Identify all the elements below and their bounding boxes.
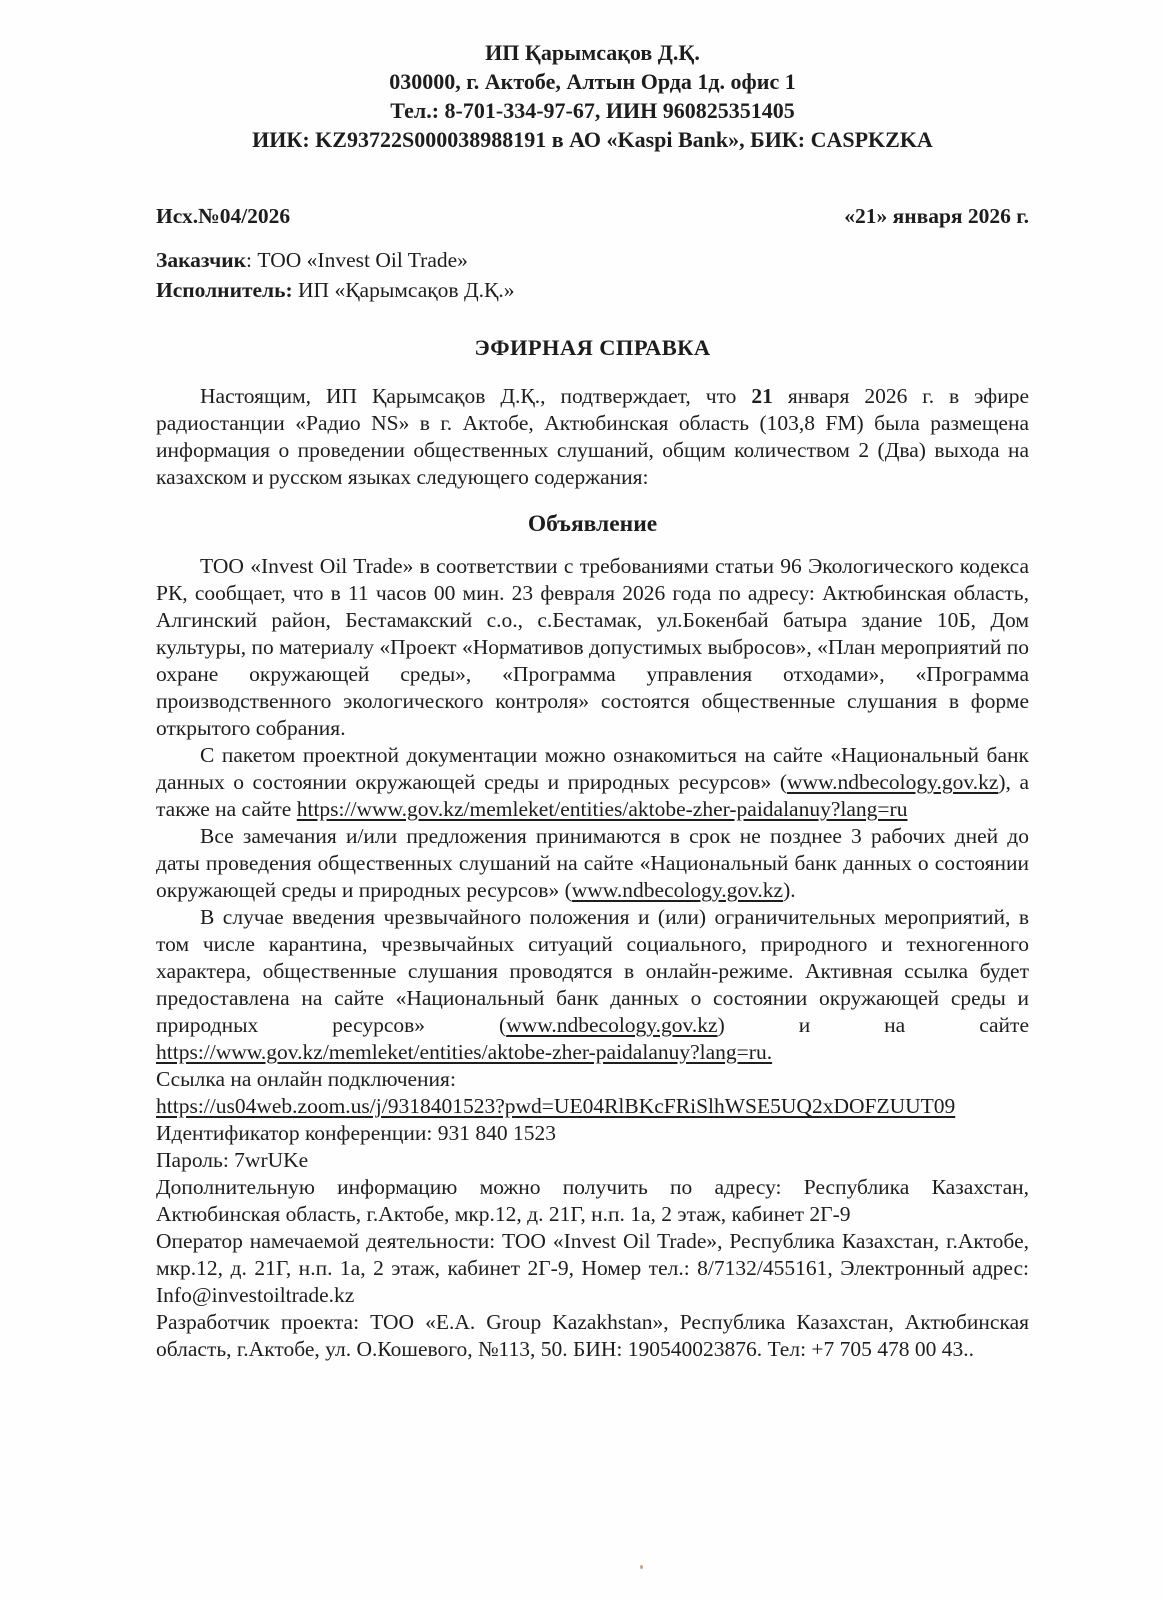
letterhead-phone-iin: Тел.: 8-701-334-97-67, ИИН 960825351405 <box>390 98 795 123</box>
customer-value: : ТОО «Invest Oil Trade» <box>246 248 468 272</box>
customer-label: Заказчик <box>156 248 247 272</box>
paragraph-documentation-sites: С пакетом проектной документации можно ознакомиться на сайте «Национальный банк данных о состоянии окружающей среды и природных ресурсов» (www.ndbecology.gov.kz), а также на сайте https://www.gov.kz/memleket/entities/aktobe-zher-paidalanuy?lang=ru <box>156 743 1030 821</box>
link-ndbecology: www.ndbecology.gov.kz <box>787 770 999 794</box>
outgoing-ref-number: Исх.№04/2026 <box>156 204 291 228</box>
paragraph-broadcast-confirmation: Настоящим, ИП Қарымсақов Д.Қ., подтверждает, что 21 января 2026 г. в эфире радиостанции «Радио NS» в г. Актобе, Актюбинская область (103,8 FM) была размещена информация о проведении общественных слушаний, общим количеством 2 (Два) выхода на казахском и русском языках следующего содержания: <box>156 384 1029 489</box>
link-govkz-aktobe: https://www.gov.kz/memleket/entities/aktobe-zher-paidalanuy?lang=ru <box>296 797 908 821</box>
scan-speckle <box>640 1565 643 1569</box>
online-link-label: Ссылка на онлайн подключения: <box>156 1067 456 1091</box>
link-zoom-meeting: https://us04web.zoom.us/j/9318401523?pwd=UE04RlBKcFRiSlhWSE5UQ2xDOFZUUT09 <box>156 1094 956 1118</box>
document-title: ЭФИРНАЯ СПРАВКА <box>474 335 711 360</box>
password-line: Пароль: 7wrUKe <box>156 1148 309 1172</box>
document-date: «21» января 2026 г. <box>844 204 1029 228</box>
paragraph-emergency-online-mode: В случае введения чрезвычайного положения и (или) ограничительных мероприятий, в том числе карантина, чрезвычайных ситуаций социального, природного и техногенного характера, общественные слушания проводятся в онлайн-режиме. Активная ссылка будет предоставлена на сайте «Национальный банк данных о состоянии окружающей среды и природных ресурсов» (www.ndbecology.gov.kz) и на сайте https://www.gov.kz/memleket/entities/aktobe-zher-paidalanuy?lang=ru. <box>156 905 1029 1064</box>
customer-line <box>156 245 1029 275</box>
paragraph-announcement-body: ТОО «Invest Oil Trade» в соответствии с требованиями статьи 96 Экологического кодекса РК, сообщает, что в 11 часов 00 мин. 23 февраля 2026 года по адресу: Актюбинская область, Алгинский район, Бестамакский с.о., с.Бестамак, ул.Бокенбай батыра здание 10Б, Дом культуры, по материалу «Проект «Нормативов допустимых выбросов», «План мероприятий по охране окружающей среды», «Программа управления отходами», «Программа производственного экологического контроля» состоятся общественные слушания в форме открытого собрания. <box>156 554 1029 740</box>
link-govkz-aktobe: https://www.gov.kz/memleket/entities/aktobe-zher-paidalanuy?lang=ru. <box>156 1040 773 1064</box>
link-ndbecology: www.ndbecology.gov.kz <box>506 1013 718 1037</box>
conference-id-line: Идентификатор конференции: 931 840 1523 <box>156 1121 556 1145</box>
executor-label: Исполнитель: <box>156 278 293 302</box>
letterhead-bank-details: ИИК: KZ93722S000038988191 в АО «Kaspi Bank», БИК: CASPKZKA <box>252 127 933 152</box>
additional-info-line: Дополнительную информацию можно получить по адресу: Республика Казахстан, Актюбинская область, г.Актобе, мкр.12, д. 21Г, н.п. 1а, 2 этаж, кабинет 2Г-9 <box>156 1175 1029 1226</box>
letterhead-address: 030000, г. Актобе, Алтын Орда 1д. офис 1 <box>389 69 796 94</box>
operator-info-line: Оператор намечаемой деятельности: ТОО «Invest Oil Trade», Республика Казахстан, г.Актобе, мкр.12, д. 21Г, н.п. 1а, 2 этаж, кабинет 2Г-9, Номер тел.: 8/7132/455161, Электронный адрес: Info@investoiltrade.kz <box>156 1229 1029 1307</box>
paragraph-remarks-deadline: Все замечания и/или предложения принимаются в срок не позднее 3 рабочих дней до даты проведения общественных слушаний на сайте «Национальный банк данных о состоянии окружающей среды и природных ресурсов» (www.ndbecology.gov.kz). <box>156 824 1029 902</box>
reference-and-date-row <box>156 204 1029 229</box>
bold-broadcast-day: 21 <box>751 384 773 408</box>
parties-block <box>156 245 1029 305</box>
zoom-link-line <box>156 1093 1029 1120</box>
letterhead <box>156 38 1029 154</box>
link-ndbecology: www.ndbecology.gov.kz <box>571 878 784 902</box>
contact-details-block <box>156 1066 1029 1363</box>
letterhead-company-name: ИП Қарымсақов Д.Қ. <box>485 40 700 65</box>
executor-line <box>156 275 1029 305</box>
announcement-heading: Объявление <box>527 511 658 537</box>
developer-info-line: Разработчик проекта: ТОО «E.A. Group Kazakhstan», Республика Казахстан, Актюбинская область, г.Актобе, ул. О.Кошевого, №113, 50. БИН: 190540023876. Тел: +7 705 478 00 43.. <box>156 1310 1029 1361</box>
executor-value: ИП «Қарымсақов Д.Қ.» <box>292 278 515 302</box>
